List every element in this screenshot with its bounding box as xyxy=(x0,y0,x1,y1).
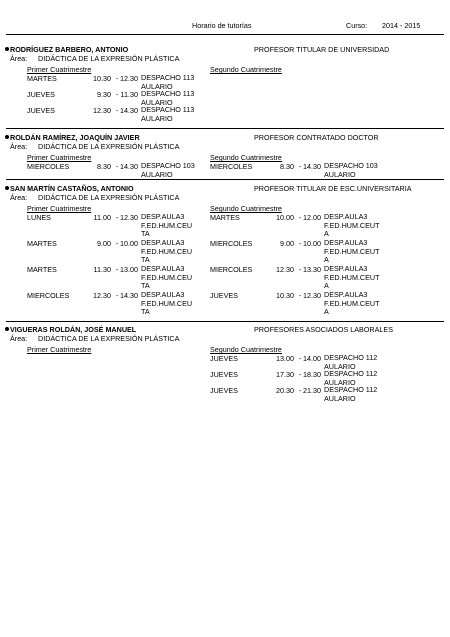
session-end: 10.00 xyxy=(303,239,321,248)
page-title: Horario de tutorías xyxy=(192,21,252,30)
bullet-icon xyxy=(5,186,9,190)
session-end: 12.30 xyxy=(120,74,138,83)
professor-name: RODRÍGUEZ BARBERO, ANTONIO xyxy=(10,45,129,54)
professor-entry xyxy=(0,325,450,455)
area-label: Área: xyxy=(10,193,28,202)
session-day: MIERCOLES xyxy=(210,239,253,248)
professor-entry xyxy=(0,184,450,317)
session-row xyxy=(210,213,390,241)
professor-area xyxy=(10,334,179,343)
course-label: Curso: xyxy=(346,21,368,30)
session-start: 13.00 xyxy=(276,354,294,363)
session-day: JUEVES xyxy=(210,386,238,395)
session-day: MARTES xyxy=(210,213,240,222)
section-divider xyxy=(6,128,444,129)
session-row xyxy=(210,386,390,414)
session-room: DESPACHO 112 AULARIO xyxy=(324,353,378,371)
session-day: MIERCOLES xyxy=(210,265,253,274)
professor-category: PROFESORES ASOCIADOS LABORALES xyxy=(254,325,394,334)
area-value: DIDÁCTICA DE LA EXPRESIÓN PLÁSTICA xyxy=(38,334,180,343)
session-separator: - xyxy=(116,291,119,300)
professor-category: PROFESOR TITULAR DE UNIVERSIDAD xyxy=(254,45,390,54)
session-start: 9.00 xyxy=(97,239,111,248)
session-start: 12.30 xyxy=(93,291,111,300)
session-day: MIERCOLES xyxy=(27,291,70,300)
area-label: Área: xyxy=(10,54,28,63)
session-separator: - xyxy=(116,265,119,274)
session-row xyxy=(210,291,390,319)
session-start: 11.30 xyxy=(93,265,111,274)
session-separator: - xyxy=(299,370,302,379)
session-row xyxy=(27,265,207,293)
session-start: 10.30 xyxy=(276,291,294,300)
professor-name: SAN MARTÍN CASTAÑOS, ANTONIO xyxy=(10,184,134,193)
session-day: MIERCOLES xyxy=(210,162,253,171)
session-row xyxy=(27,291,207,319)
session-room: DESPACHO 113 AULARIO xyxy=(141,105,195,123)
area-label: Área: xyxy=(10,334,28,343)
session-day: JUEVES xyxy=(27,106,55,115)
session-start: 8.30 xyxy=(280,162,294,171)
semester-1-label: Primer Cuatrimestre xyxy=(27,153,92,162)
bullet-icon xyxy=(5,135,9,139)
session-day: JUEVES xyxy=(27,90,55,99)
session-separator: - xyxy=(299,386,302,395)
session-separator: - xyxy=(299,162,302,171)
session-day: JUEVES xyxy=(210,354,238,363)
session-room: DESP.AULA3 F.ED.HUM.CEU TA xyxy=(141,290,193,317)
page-header xyxy=(0,21,450,31)
session-room: DESPACHO 112 AULARIO xyxy=(324,385,378,403)
session-room: DESPACHO 113 AULARIO xyxy=(141,73,195,91)
session-room: DESP.AULA3 F.ED.HUM.CEU TA xyxy=(141,212,193,239)
session-separator: - xyxy=(299,239,302,248)
semester-2-label: Segundo Cuatrimestre xyxy=(210,153,282,162)
session-day: MARTES xyxy=(27,239,57,248)
session-room: DESP.AULA3 F.ED.HUM.CEU TA xyxy=(141,238,193,265)
session-end: 12.00 xyxy=(303,213,321,222)
session-day: LUNES xyxy=(27,213,51,222)
session-start: 9.30 xyxy=(97,90,111,99)
professor-name: ROLDÁN RAMÍREZ, JOAQUÍN JAVIER xyxy=(10,133,140,142)
session-start: 17.30 xyxy=(276,370,294,379)
session-day: MIERCOLES xyxy=(27,162,70,171)
session-day: MARTES xyxy=(27,265,57,274)
area-label: Área: xyxy=(10,142,28,151)
session-start: 12.30 xyxy=(276,265,294,274)
session-end: 13.30 xyxy=(303,265,321,274)
session-end: 14.30 xyxy=(120,162,138,171)
session-start: 11.00 xyxy=(93,213,111,222)
session-room: DESP.AULA3 F.ED.HUM.CEUT A xyxy=(324,238,380,265)
session-day: JUEVES xyxy=(210,291,238,300)
session-end: 11.30 xyxy=(120,90,138,99)
session-end: 10.00 xyxy=(120,239,138,248)
section-divider xyxy=(6,321,444,322)
session-start: 10.00 xyxy=(276,213,294,222)
semester-2-label: Segundo Cuatrimestre xyxy=(210,65,282,74)
session-day: MARTES xyxy=(27,74,57,83)
course-value: 2014 - 2015 xyxy=(382,21,421,30)
semester-1-label: Primer Cuatrimestre xyxy=(27,204,92,213)
bullet-icon xyxy=(5,47,9,51)
session-separator: - xyxy=(299,354,302,363)
session-room: DESPACHO 103 AULARIO xyxy=(141,161,195,179)
session-row xyxy=(27,213,207,241)
session-separator: - xyxy=(116,162,119,171)
session-start: 9.00 xyxy=(280,239,294,248)
session-separator: - xyxy=(116,213,119,222)
session-room: DESP.AULA3 F.ED.HUM.CEUT A xyxy=(324,290,380,317)
area-value: DIDÁCTICA DE LA EXPRESIÓN PLÁSTICA xyxy=(38,193,180,202)
session-end: 14.00 xyxy=(303,354,321,363)
session-separator: - xyxy=(299,265,302,274)
session-start: 8.30 xyxy=(97,162,111,171)
session-end: 13.00 xyxy=(120,265,138,274)
session-end: 14.30 xyxy=(303,162,321,171)
session-row xyxy=(210,265,390,293)
session-end: 18.30 xyxy=(303,370,321,379)
professor-category: PROFESOR CONTRATADO DOCTOR xyxy=(254,133,379,142)
bullet-icon xyxy=(5,327,9,331)
session-end: 14.30 xyxy=(120,106,138,115)
area-value: DIDÁCTICA DE LA EXPRESIÓN PLÁSTICA xyxy=(38,54,180,63)
session-row xyxy=(27,106,207,134)
header-divider xyxy=(6,34,444,35)
session-start: 10.30 xyxy=(93,74,111,83)
session-separator: - xyxy=(116,90,119,99)
professor-area xyxy=(10,142,179,151)
session-end: 12.30 xyxy=(120,213,138,222)
session-room: DESPACHO 112 AULARIO xyxy=(324,369,378,387)
session-room: DESP.AULA3 F.ED.HUM.CEUT A xyxy=(324,212,380,239)
session-room: DESPACHO 113 AULARIO xyxy=(141,89,195,107)
session-end: 12.30 xyxy=(303,291,321,300)
session-separator: - xyxy=(116,239,119,248)
area-value: DIDÁCTICA DE LA EXPRESIÓN PLÁSTICA xyxy=(38,142,180,151)
semester-2-label: Segundo Cuatrimestre xyxy=(210,345,282,354)
session-row xyxy=(27,239,207,267)
professor-area xyxy=(10,54,179,63)
session-separator: - xyxy=(116,74,119,83)
session-start: 20.30 xyxy=(276,386,294,395)
session-separator: - xyxy=(299,213,302,222)
professor-category: PROFESOR TITULAR DE ESC.UNIVERSITARIA xyxy=(254,184,412,193)
session-start: 12.30 xyxy=(93,106,111,115)
session-row xyxy=(210,239,390,267)
session-room: DESPACHO 103 AULARIO xyxy=(324,161,378,179)
professor-name: VIGUERAS ROLDÁN, JOSÉ MANUEL xyxy=(10,325,137,334)
session-room: DESP.AULA3 F.ED.HUM.CEU TA xyxy=(141,264,193,291)
session-end: 14.30 xyxy=(120,291,138,300)
session-end: 21.30 xyxy=(303,386,321,395)
semester-2-label: Segundo Cuatrimestre xyxy=(210,204,282,213)
session-room: DESP.AULA3 F.ED.HUM.CEUT A xyxy=(324,264,380,291)
session-separator: - xyxy=(299,291,302,300)
semester-1-label: Primer Cuatrimestre xyxy=(27,345,92,354)
session-separator: - xyxy=(116,106,119,115)
section-divider xyxy=(6,179,444,180)
semester-1-label: Primer Cuatrimestre xyxy=(27,65,92,74)
session-day: JUEVES xyxy=(210,370,238,379)
professor-area xyxy=(10,193,179,202)
